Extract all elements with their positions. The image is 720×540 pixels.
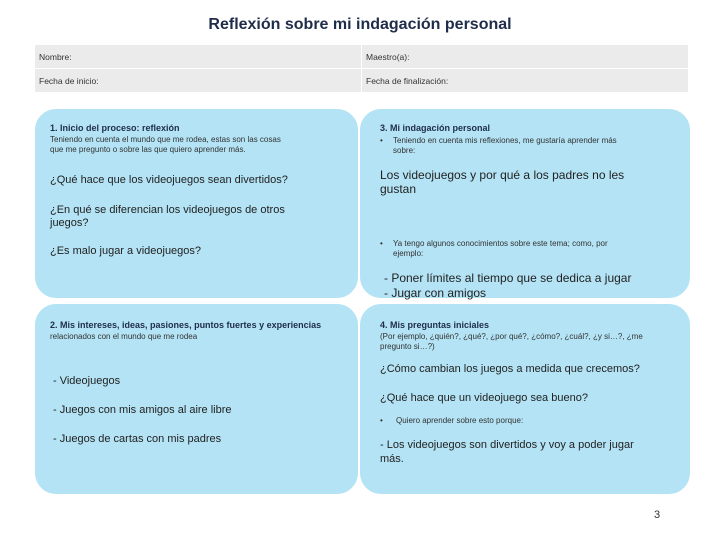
info-table — [34, 44, 689, 93]
page-number: 3 — [654, 509, 661, 521]
panel-preguntas — [359, 303, 691, 495]
section4-heading: 4. Mis preguntas iniciales — [380, 320, 490, 330]
section3-bullet1-line2: sobre: — [393, 146, 416, 155]
nombre-field[interactable] — [35, 45, 362, 69]
maestro-field[interactable] — [362, 45, 689, 69]
panel-reflexion — [34, 108, 359, 299]
section4-sub-line1: (Por ejemplo, ¿quién?, ¿qué?, ¿por qué?, ¿cómo?, ¿cuál?, ¿y si…?, ¿me — [380, 332, 643, 341]
bullet-dot: • — [380, 416, 383, 425]
bullet-dot: • — [380, 136, 383, 145]
section4-bullet: Quiero aprender sobre esto porque: — [396, 416, 524, 425]
section4-sub-line2: pregunto si…?) — [380, 342, 435, 351]
answer-line1: - Los videojuegos son divertidos y voy a poder jugar — [380, 439, 634, 451]
knowledge-line1: - Poner límites al tiempo que se dedica a jugar — [384, 271, 632, 285]
interest-item-3: - Juegos de cartas con mis padres — [53, 433, 222, 445]
fecha-inicio-field[interactable] — [35, 69, 362, 93]
section3-bullet1-line1: Teniendo en cuenta mis reflexiones, me gustaría aprender más — [393, 136, 617, 145]
page-title: Reflexión sobre mi indagación personal — [208, 16, 512, 33]
nombre-label: Nombre: — [39, 51, 72, 62]
topic-line1: Los videojuegos y por qué a los padres no les — [380, 168, 625, 182]
bullet-dot: • — [380, 239, 383, 248]
fecha-fin-label: Fecha de finalización: — [366, 75, 449, 86]
question-3: ¿Es malo jugar a videojuegos? — [50, 245, 202, 257]
interest-item-2: - Juegos con mis amigos al aire libre — [53, 404, 232, 416]
section1-heading: 1. Inicio del proceso: reflexión — [50, 123, 180, 133]
section2-sub: relacionados con el mundo que me rodea — [50, 332, 198, 341]
initial-question-1: ¿Cómo cambian los juegos a medida que crecemos? — [380, 363, 640, 375]
answer-line2: más. — [380, 453, 404, 465]
interest-item-1: - Videojuegos — [53, 375, 121, 387]
question-2-line1: ¿En qué se diferencian los videojuegos de otros — [50, 204, 285, 216]
section3-bullet2-line2: ejemplo: — [393, 249, 424, 258]
panel-intereses — [34, 303, 359, 495]
maestro-label: Maestro(a): — [366, 51, 410, 62]
fecha-inicio-label: Fecha de inicio: — [39, 75, 99, 86]
section2-heading: 2. Mis intereses, ideas, pasiones, puntos fuertes y experiencias — [50, 320, 322, 330]
fecha-fin-field[interactable] — [362, 69, 689, 93]
question-2-line2: juegos? — [50, 217, 89, 229]
knowledge-line2: - Jugar con amigos — [384, 286, 487, 300]
initial-question-2: ¿Qué hace que un videojuego sea bueno? — [380, 392, 588, 404]
section1-intro-line1: Teniendo en cuenta el mundo que me rodea, estas son las cosas — [50, 135, 281, 144]
section3-bullet2-line1: Ya tengo algunos conocimientos sobre este tema; como, por — [393, 239, 608, 248]
question-1: ¿Qué hace que los videojuegos sean divertidos? — [50, 174, 288, 186]
section1-intro-line2: que me pregunto o sobre las que quiero aprender más. — [50, 145, 246, 154]
section3-heading: 3. Mi indagación personal — [380, 123, 491, 133]
topic-line2: gustan — [380, 182, 417, 196]
panel-indagacion — [359, 108, 691, 299]
